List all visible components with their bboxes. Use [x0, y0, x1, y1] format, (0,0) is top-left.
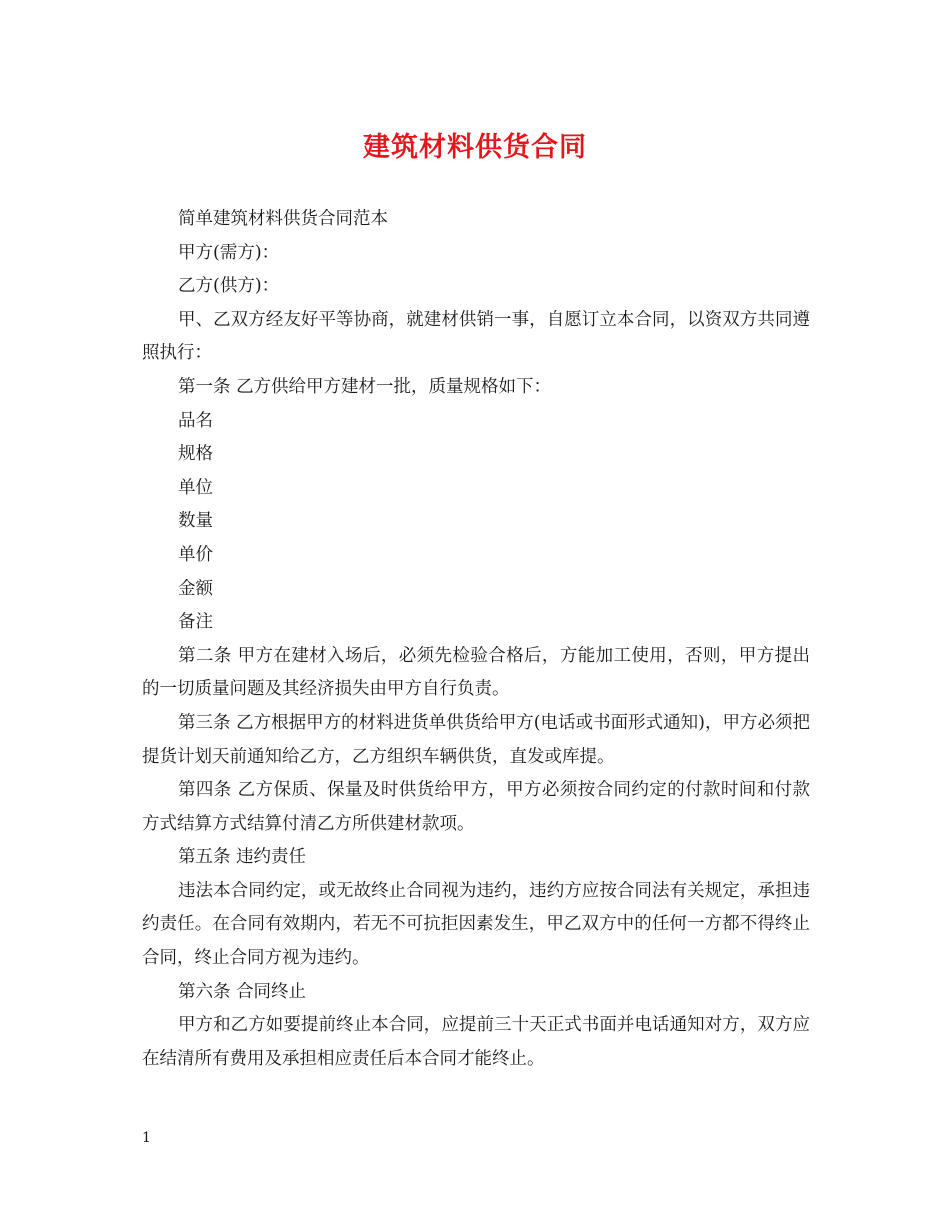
paragraph-party-b: 乙方(供方)：	[178, 276, 280, 297]
list-item-unit: 单位	[178, 477, 213, 498]
list-item-quantity: 数量	[178, 511, 213, 532]
paragraph-preamble: 甲、乙双方经友好平等协商，就建材供销一事，自愿订立本合同，以资双方共同遵照执行：	[142, 309, 810, 364]
paragraph-article-5-heading: 第五条 违约责任	[178, 847, 307, 868]
paragraph-article-2: 第二条 甲方在建材入场后，必须先检验合格后，方能加工使用，否则，甲方提出的一切质量问题及其经济损失由甲方自行负责。	[142, 645, 810, 700]
list-item-specification: 规格	[178, 444, 213, 465]
paragraph-subtitle: 简单建筑材料供货合同范本	[178, 209, 388, 229]
document-body	[142, 203, 810, 1076]
document-title: 建筑材料供货合同	[363, 132, 587, 163]
list-item-remarks: 备注	[178, 612, 213, 633]
list-item-unit-price: 单价	[178, 544, 213, 565]
paragraph-article-6-heading: 第六条 合同终止	[178, 981, 307, 1002]
paragraph-article-6-body: 甲方和乙方如要提前终止本合同，应提前三十天正式书面并电话通知对方，双方应在结清所有费用及承担相应责任后本合同才能终止。	[142, 1015, 810, 1069]
paragraph-article-3: 第三条 乙方根据甲方的材料进货单供货给甲方(电话或书面形式通知)，甲方必须把提货计划天前通知给乙方，乙方组织车辆供货，直发或库提。	[142, 712, 810, 767]
list-item-amount: 金额	[178, 578, 213, 599]
paragraph-article-5-body: 违法本合同约定，或无故终止合同视为违约，违约方应按合同法有关规定，承担违约责任。在合同有效期内，若无不可抗拒因素发生，甲乙双方中的任何一方都不得终止合同，终止合同方视为违约。	[142, 880, 810, 969]
paragraph-party-a: 甲方(需方)：	[178, 242, 280, 263]
list-item-product-name: 品名	[178, 410, 213, 431]
paragraph-article-1: 第一条 乙方供给甲方建材一批，质量规格如下：	[178, 376, 552, 397]
paragraph-article-4: 第四条 乙方保质、保量及时供货给甲方，甲方必须按合同约定的付款时间和付款方式结算方式结算付清乙方所供建材款项。	[142, 780, 810, 834]
page-number: 1	[142, 1130, 151, 1146]
